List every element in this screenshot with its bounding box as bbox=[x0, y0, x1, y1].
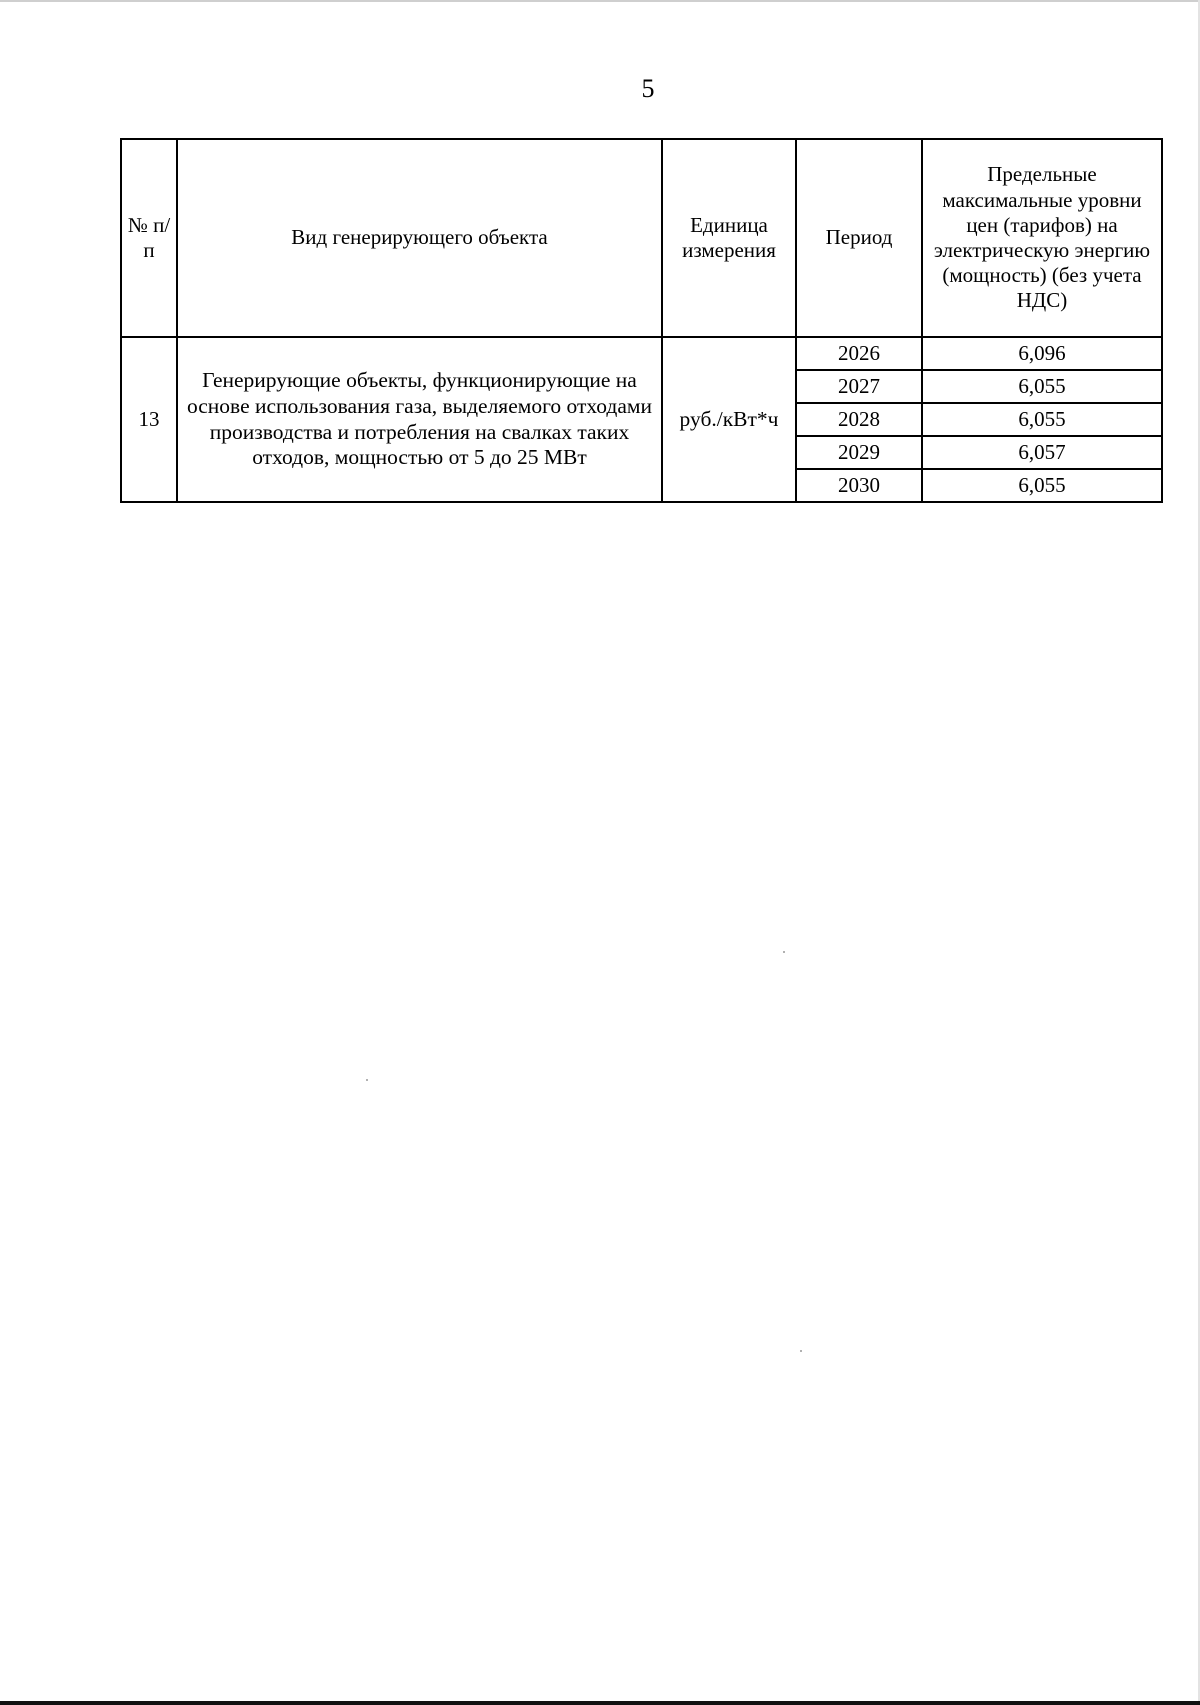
scan-edge-bottom bbox=[0, 1701, 1200, 1705]
table-header-row bbox=[121, 139, 1162, 337]
period-price: 6,055 bbox=[922, 403, 1162, 436]
tariff-table bbox=[120, 138, 1163, 503]
period-price: 6,096 bbox=[922, 337, 1162, 370]
scan-speck bbox=[366, 1079, 368, 1081]
header-unit: Единица измерения bbox=[662, 139, 796, 337]
row-unit: руб./кВт*ч bbox=[662, 337, 796, 502]
scan-speck bbox=[783, 951, 785, 953]
page-number: 5 bbox=[641, 74, 655, 103]
period-price: 6,055 bbox=[922, 469, 1162, 502]
period-year: 2028 bbox=[796, 403, 922, 436]
header-price: Предельные максимальные уровни цен (тарифов) на электрическую энергию (мощность) (без учета НДС) bbox=[922, 139, 1162, 337]
table-row bbox=[121, 337, 1162, 370]
scan-speck bbox=[800, 1350, 802, 1352]
period-price: 6,055 bbox=[922, 370, 1162, 403]
period-year: 2029 bbox=[796, 436, 922, 469]
period-price: 6,057 bbox=[922, 436, 1162, 469]
period-year: 2030 bbox=[796, 469, 922, 502]
scan-edge-top bbox=[0, 0, 1200, 2]
period-year: 2027 bbox=[796, 370, 922, 403]
row-num: 13 bbox=[121, 337, 177, 502]
header-num: № п/п bbox=[121, 139, 177, 337]
header-period: Период bbox=[796, 139, 922, 337]
header-type: Вид генерирующего объекта bbox=[177, 139, 662, 337]
row-type: Генерирующие объекты, функционирующие на основе использования газа, выделяемого отходами производства и потребления на свалках таких отходов, мощностью от 5 до 25 МВт bbox=[177, 337, 662, 502]
period-year: 2026 bbox=[796, 337, 922, 370]
